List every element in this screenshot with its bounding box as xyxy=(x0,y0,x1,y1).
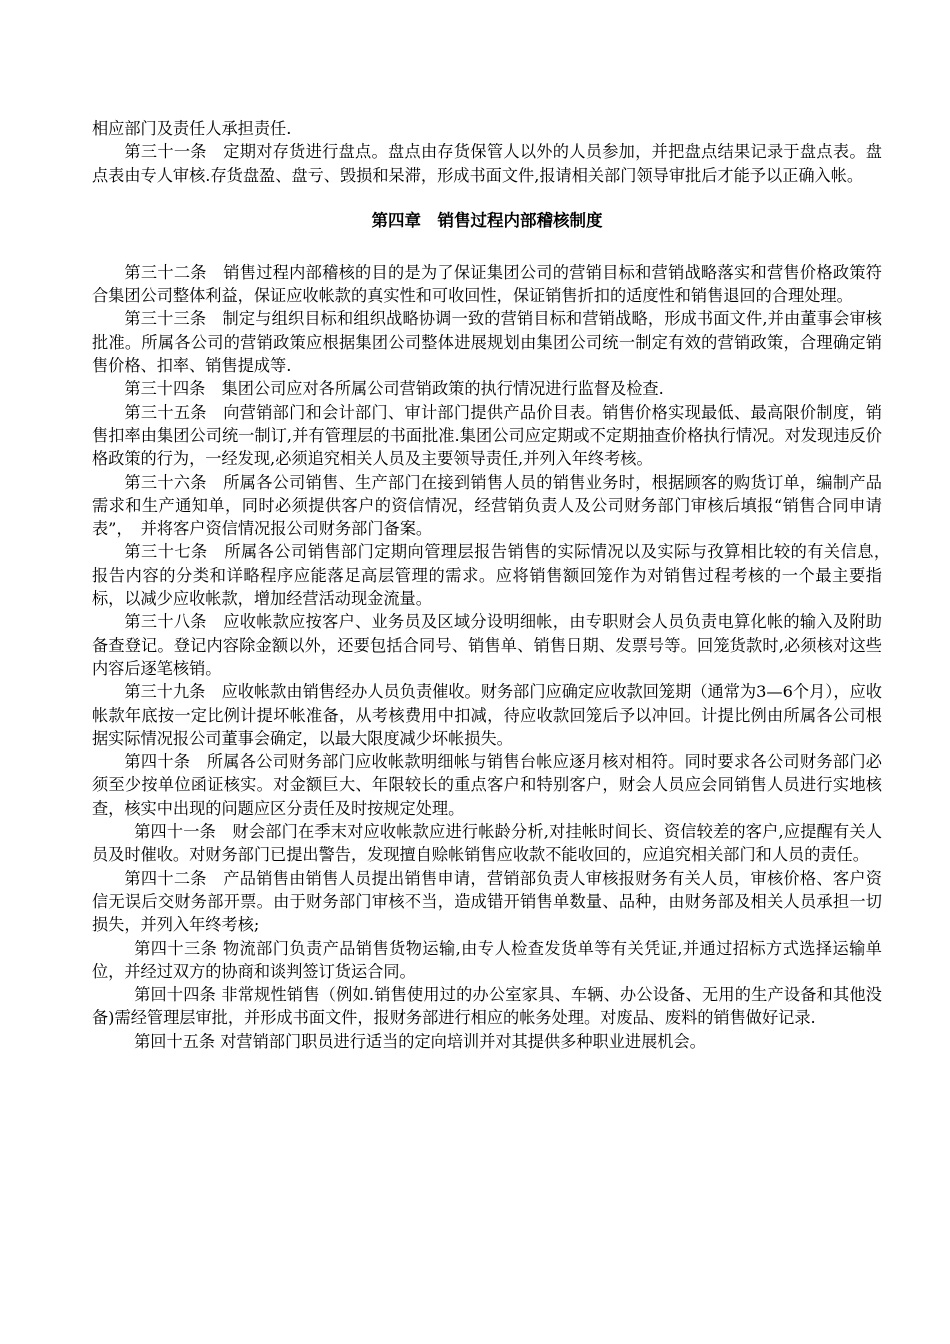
article-44: 第回十四条 非常规性销售（例如.销售使用过的办公室家具、车辆、办公设备、无用的生产设备和其他没备)需经管理层审批，并形成书面文件，报财务部进行相应的帐务处理。对废品、废料的销售做好记录. xyxy=(92,985,882,1028)
paragraph-continuation: 相应部门及责任人承担责任. xyxy=(92,119,292,138)
article-37: 第三十七条 所属各公司销售部门定期向管理层报告销售的实际情况以及实际与孜算相比较的有关信息， 报告内容的分类和详略程序应能落足高层管理的需求。应将销售额回笼作为对销售过程考核的一个最主要指标，以减少应收帐款，增加经营活动现金流量。 xyxy=(92,542,899,609)
article-38: 第三十八条 应收帐款应按客户、业务员及区域分设明细帐，由专职财会人员负责电算化帐的输入及附助备查登记。登记内容除金额以外，还要包括合同号、销售单、销售日期、发票号等。回笼货款时,必须核对这些内容后逐笔核销。 xyxy=(92,612,882,678)
article-39: 第三十九条 应收帐款由销售经办人员负责催收。财务部门应确定应收款回笼期（通常为3—6个月），应收帐款年底按一定比例计提坏帐准备，从考核费用中扣减，待应收款回笼后予以冲回。计提比例由所属各公司根据实际情况报公司董事会确定，以最大限度减少坏帐损失。 xyxy=(92,682,882,748)
article-33: 第三十三条 制定与组织目标和组织战略协调一致的营销目标和营销战略，形成书面文件,并由董事会审核批准。所属各公司的营销政策应根据集团公司整体进展规划由集团公司统一制定有效的营销政策，合理确定销售价格、扣率、销售提成等. xyxy=(92,309,882,376)
article-45: 第回十五条 对营销部门职员进行适当的定向培训并对其提供多种职业进展机会。 xyxy=(134,1031,706,1051)
article-34: 第三十四条 集团公司应对各所属公司营销政策的执行情况进行监督及检查. xyxy=(124,379,664,399)
article-43: 第四十三条 物流部门负责产品销售货物运输,由专人检查发货单等有关凭证,并通过招标方式选择运输单位，并经过双方的协商和谈判签订货运合同。 xyxy=(92,938,882,981)
article-36: 第三十六条 所属各公司销售、生产部门在接到销售人员的销售业务时，根据顾客的购货订单，编制产品需求和生产通知单，同时必须提供客户的资信情况，经营销负责人及公司财务部门审核后填报“销售合同申请表”， 并将客户资信情况报公司财务部门备案。 xyxy=(92,472,882,539)
article-32: 第三十二条 销售过程内部稽核的目的是为了保证集团公司的营销目标和营销战略落实和营售价格政策符合集团公司整体利益，保证应收帐款的真实性和可收回性，保证销售折扣的适度性和销售退回的合理处理。 xyxy=(92,262,882,306)
article-31: 第三十一条 定期对存货进行盘点。盘点由存货保管人以外的人员参加，并把盘点结果记录于盘点表。盘点表由专人审核.存货盘盈、盘亏、毁损和呆滞，形成书面文件,报请相关部门领导审批后才能予以正确入帐。 xyxy=(92,142,882,185)
article-35: 第三十五条 向营销部门和会计部门、审计部门提供产品价目表。销售价格实现最低、最高限价制度，销售扣率由集团公司统一制订,并有管理层的书面批准.集团公司应定期或不定期抽查价格执行情况。对发现违反价格政策的行为，一经发现,必须追究相关人员及主要领导责任,并列入年终考核。 xyxy=(92,402,882,469)
article-42: 第四十二条 产品销售由销售人员提出销售申请，营销部负责人审核报财务有关人员，审核价格、客户资信无误后交财务部开票。由于财务部门审核不当，造成错开销售单数量、品种，由财务部及相关人员承担一切损失，并列入年终考核; xyxy=(92,868,882,935)
document-page xyxy=(92,117,899,1053)
chapter-title: 第四章 销售过程内部稽核制度 xyxy=(371,210,603,230)
article-41: 第四十一条 财会部门在季末对应收帐款应进行帐龄分析,对挂帐时间长、资信较差的客户,应提醒有关人员及时催收。对财务部门已提出警告，发现擅自赊帐销售应收款不能收回的，应追究相关部门和人员的责任。 xyxy=(92,822,882,865)
article-40: 第四十条 所属各公司财务部门应收帐款明细帐与销售台帐应逐月核对相符。同时要求各公司财务部门必须至少按单位函证核实。对金额巨大、年限较长的重点客户和特别客户，财会人员应会同销售人员进行实地核查，核实中出现的问题应区分责任及时按规定处理。 xyxy=(92,752,882,818)
